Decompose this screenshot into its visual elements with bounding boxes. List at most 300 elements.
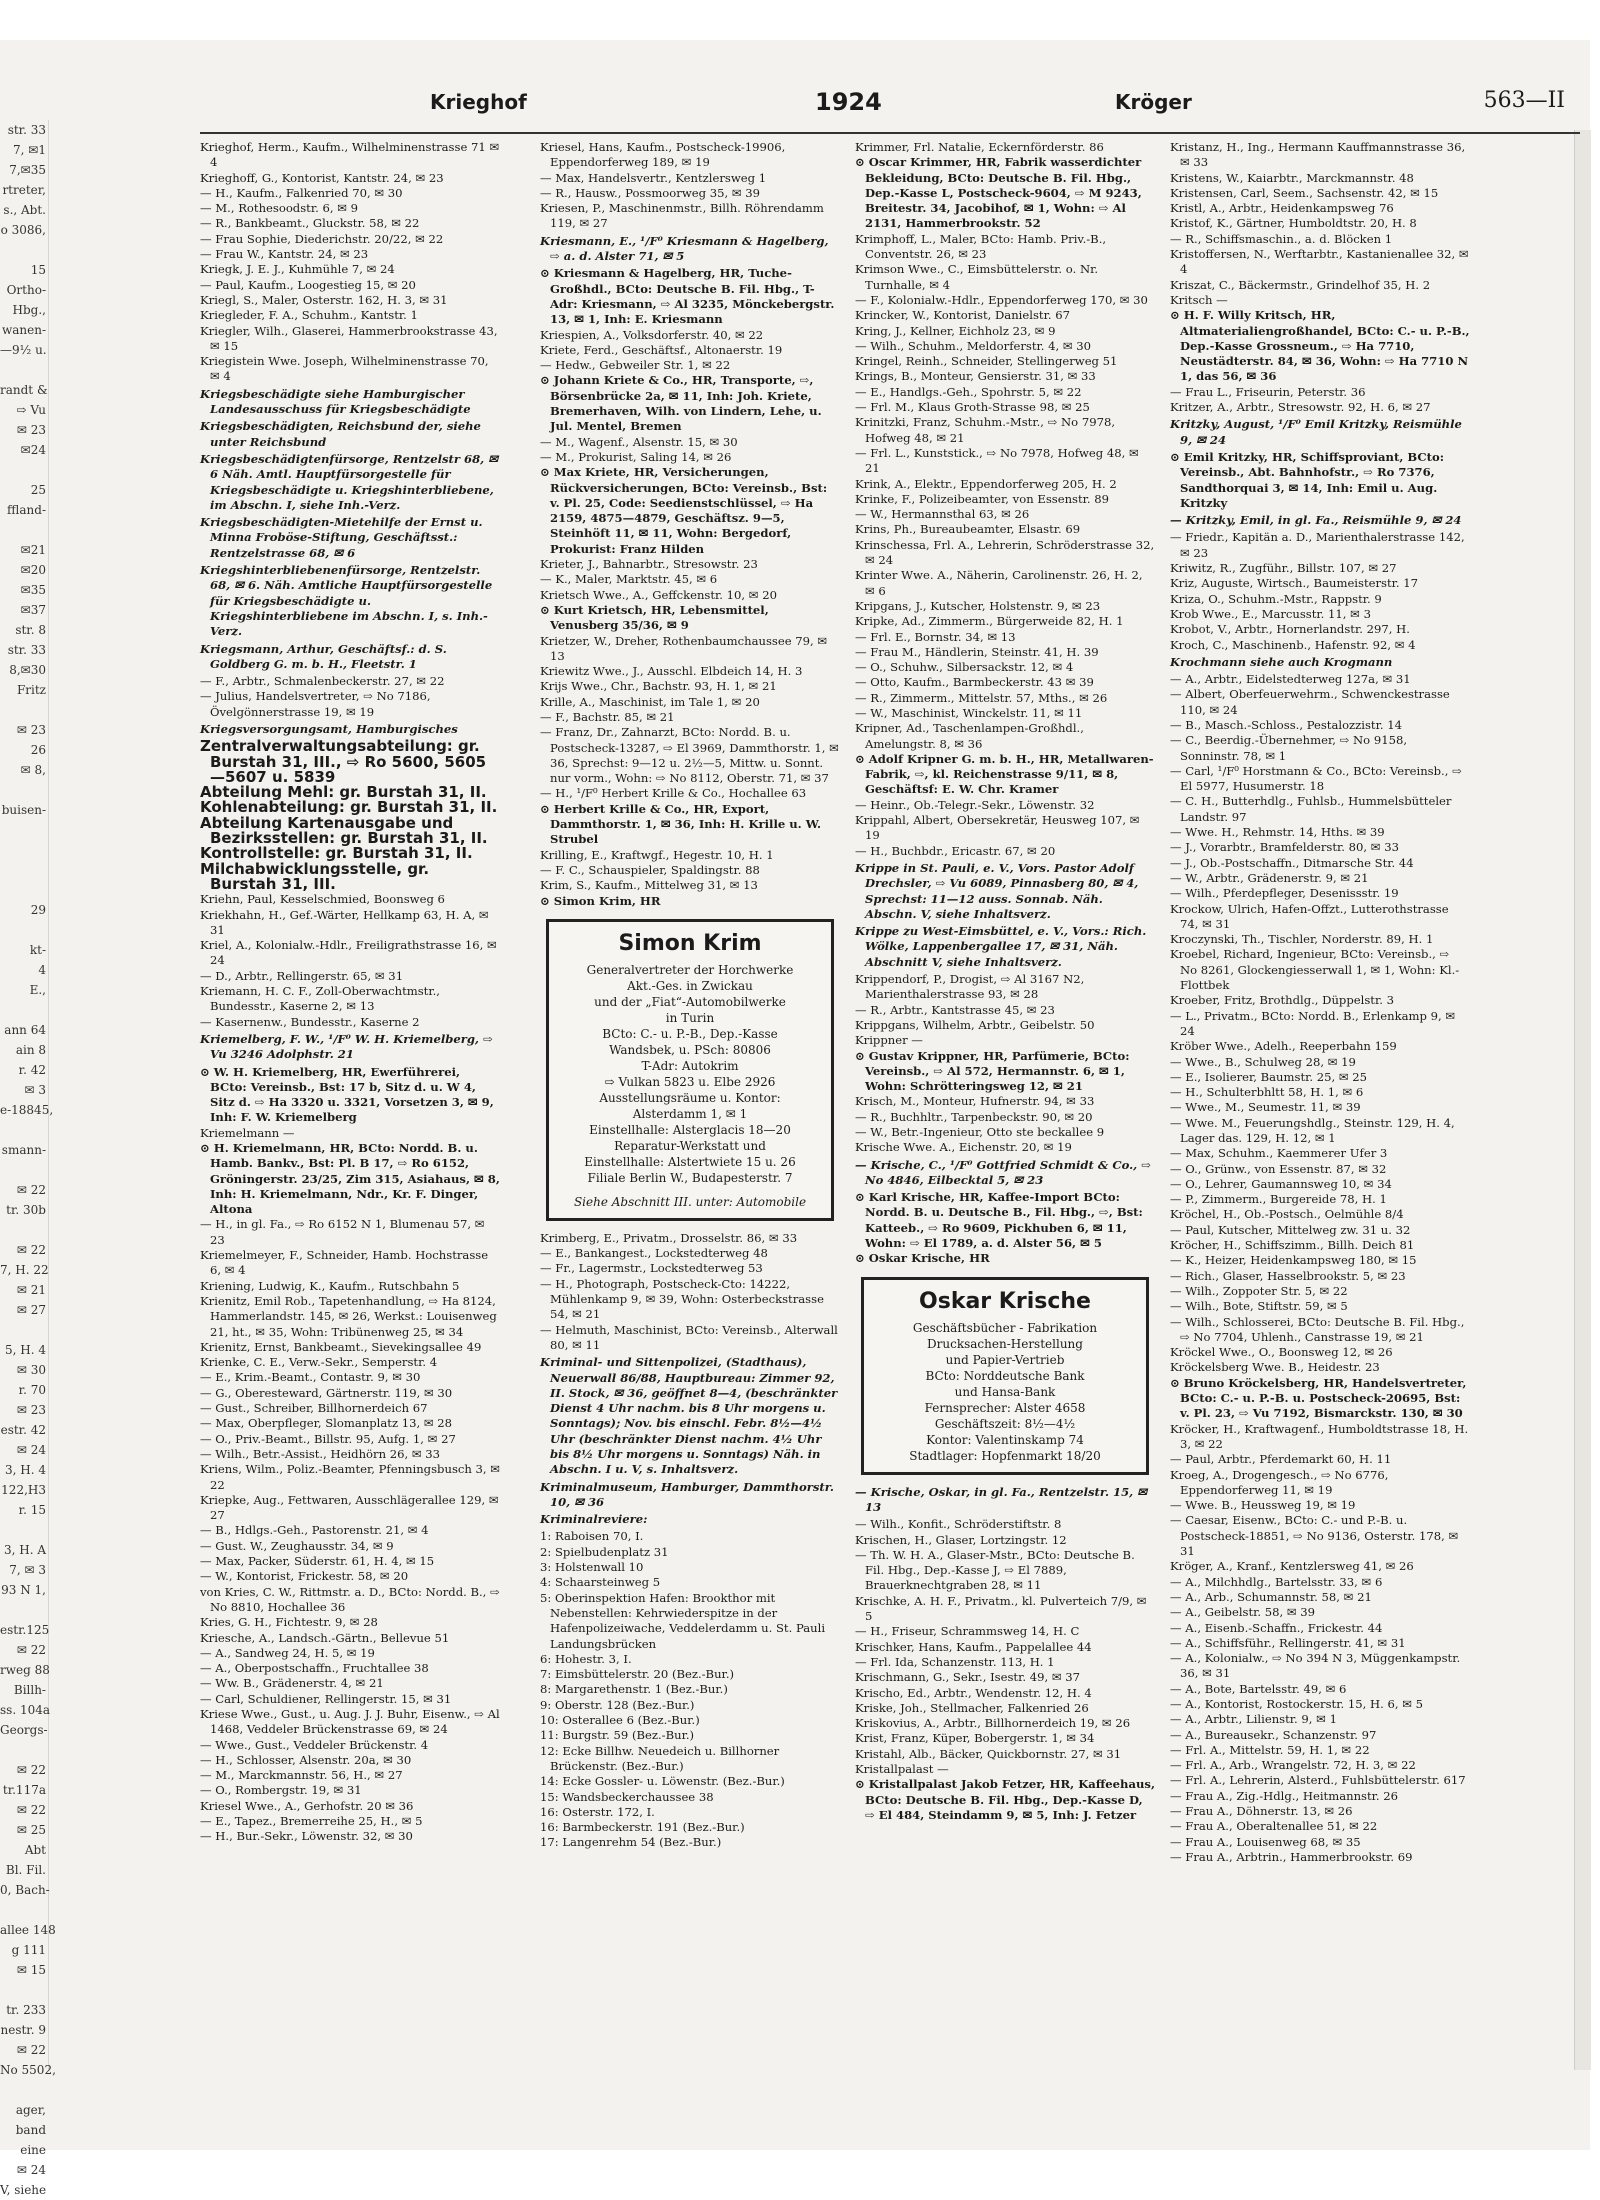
directory-entry: Kriegleder, F. A., Schuhm., Kantstr. 1 <box>200 308 418 323</box>
directory-entry: Kriesche, A., Landsch.-Gärtn., Bellevue 51 <box>200 1630 450 1645</box>
gutter-line: ffland- <box>7 503 46 517</box>
ad-line: Stadtlager: Hopfenmarkt 18/20 <box>909 1448 1101 1463</box>
directory-entry: Kritzer, A., Arbtr., Stresowstr. 92, H. 6, ✉ 27 <box>1170 400 1431 415</box>
gutter-line: randt & <box>0 383 48 397</box>
directory-entry: Kristanz, H., Ing., Hermann Kauffmannstrasse 36, ✉ 33 <box>1170 140 1466 170</box>
directory-entry: Kriespien, A., Volksdorferstr. 40, ✉ 22 <box>540 327 764 342</box>
directory-entry: — O., Lehrer, Gaumannsweg 10, ✉ 34 <box>1170 1176 1392 1191</box>
gutter-line: str. 33 <box>7 123 46 137</box>
directory-entry: — A., Geibelstr. 58, ✉ 39 <box>1170 1605 1316 1620</box>
directory-entry: — H., Buchbdr., Ericastr. 67, ✉ 20 <box>855 843 1056 858</box>
gutter-line: 7,✉35 <box>9 163 46 177</box>
directory-entry: — Frl. L., Kunststick., ⇨ No 7978, Hofweg 48, ✉ 21 <box>855 445 1139 476</box>
ad-line: T-Adr: Autokrim <box>641 1058 739 1073</box>
directory-entry: Kritsch — <box>1170 292 1228 307</box>
ad-line: Einstellhalle: Alstertwiete 15 u. 26 <box>584 1154 796 1169</box>
directory-entry: — A., Kolonialw., ⇨ No 394 N 3, Müggenkampstr. 36, ✉ 31 <box>1170 1651 1461 1681</box>
gutter-line: 7, ✉ 3 <box>9 1563 46 1577</box>
directory-entry: Krings, B., Monteur, Gensierstr. 31, ✉ 33 <box>855 369 1096 384</box>
gutter-line: r. 42 <box>18 1063 46 1077</box>
gutter-line: allee 148 <box>0 1923 56 1937</box>
directory-entry: — M., Wagenf., Alsenstr. 15, ✉ 30 <box>540 434 738 449</box>
directory-entry: Krobot, V., Arbtr., Hornerlandstr. 297, H. <box>1170 622 1410 637</box>
directory-entry: — G., Oberesteward, Gärtnerstr. 119, ✉ 30 <box>200 1385 453 1400</box>
directory-entry: — O., Grünw., von Essenstr. 87, ✉ 32 <box>1170 1161 1387 1176</box>
directory-entry: — Franz, Dr., Zahnarzt, BCto: Nordd. B. u. Postscheck-13287, ⇨ El 3969, Dammthorstr. 1, ✉ 36, Sprechst: 9—12 u. 2½—5, Mittw. u. Sonnt. nur vorm., Wohn: ⇨ No 8112, Oberstr. 71, ✉ 37 <box>540 725 839 786</box>
directory-heading: Kriegsbeschädigten-Mietehilfe der Ernst u. Minna Froböse-Stiftung, Geschäftsst.: Rentzelstrasse 68, ✉ 6 <box>200 515 483 560</box>
directory-entry: — L., Privatm., BCto: Nordd. B., Erlenkamp 9, ✉ 24 <box>1170 1008 1456 1038</box>
directory-entry: — W., Arbtr., Grädenerstr. 9, ✉ 21 <box>1170 870 1369 885</box>
ad-note: Siehe Abschnitt III. unter: Automobile <box>573 1194 807 1209</box>
gutter-line: r. 15 <box>18 1503 46 1517</box>
directory-entry: — Fr., Lagermstr., Lockstedterweg 53 <box>540 1261 763 1276</box>
directory-entry: — P., Zimmerm., Burgereide 78, H. 1 <box>1170 1192 1387 1207</box>
directory-entry: — J., Ob.-Postschaffn., Ditmarsche Str. 44 <box>1170 855 1414 870</box>
directory-entry: 1: Raboisen 70, I. <box>540 1529 644 1544</box>
gutter-line: ✉ 24 <box>16 2163 46 2177</box>
directory-entry: Kriza, O., Schuhm.-Mstr., Rappstr. 9 <box>1170 591 1382 606</box>
gutter-line <box>0 1120 48 1140</box>
directory-entry: Krins, Ph., Bureaubeamter, Elsastr. 69 <box>855 522 1081 537</box>
directory-entry: — Paul, Kutscher, Mittelweg zw. 31 u. 32 <box>1170 1222 1411 1237</box>
advertisement-box <box>861 1277 1149 1475</box>
directory-heading: Kriesmann, E., ¹/F⁰ Kriesmann & Hagelberg, ⇨ a. d. Alster 71, ✉ 5 <box>540 233 829 264</box>
directory-entry: Kroczynski, Th., Tischler, Norderstr. 89, H. 1 <box>1170 932 1434 947</box>
directory-entry: Krille, A., Maschinist, im Tale 1, ✉ 20 <box>540 694 760 709</box>
directory-entry: — Kasernenw., Bundesstr., Kaserne 2 <box>200 1014 420 1029</box>
gutter-line: 122,H3 <box>1 1483 46 1497</box>
directory-entry: Krim, S., Kaufm., Mittelweg 31, ✉ 13 <box>540 878 758 893</box>
directory-entry: — Frau W., Kantstr. 24, ✉ 23 <box>200 247 369 262</box>
gutter-line: ✉ 3 <box>24 1083 46 1097</box>
directory-entry: — Carl, ¹/F⁰ Horstmann & Co., BCto: Vereinsb., ⇨ El 5977, Husumerstr. 18 <box>1170 763 1462 794</box>
directory-entry: Kristoffersen, N., Werftarbtr., Kastanienallee 32, ✉ 4 <box>1170 247 1469 277</box>
ad-line: Drucksachen-Herstellung <box>927 1336 1083 1351</box>
gutter-line: ✉ 22 <box>16 1763 46 1777</box>
directory-entry: Kripgans, J., Kutscher, Holstenstr. 9, ✉ 23 <box>855 598 1101 613</box>
directory-entry: — E., Handlgs.-Geh., Spohrstr. 5, ✉ 22 <box>855 384 1082 399</box>
directory-entry: 14: Ecke Gossler- u. Löwenstr. (Bez.-Bur.) <box>540 1774 785 1789</box>
directory-entry: — D., Arbtr., Rellingerstr. 65, ✉ 31 <box>200 968 404 983</box>
directory-entry: von Kries, C. W., Rittmstr. a. D., BCto: Nordd. B., ⇨ No 8810, Hochallee 36 <box>200 1584 500 1614</box>
header-last-entry: Kröger <box>1115 90 1192 114</box>
directory-entry: — Frl. A., Arb., Wrangelstr. 72, H. 3, ✉ 22 <box>1170 1758 1416 1773</box>
ad-line: Ausstellungsräume u. Kontor: <box>599 1090 781 1105</box>
directory-entry: — Wwe. H., Rehmstr. 14, Hths. ✉ 39 <box>1170 825 1385 840</box>
gutter-line: eine <box>20 2143 46 2157</box>
ad-line: und Papier-Vertrieb <box>945 1352 1065 1367</box>
gutter-line: tr.117a <box>2 1783 46 1797</box>
directory-entry: Kroeg, A., Drogengesch., ⇨ No 6776, Eppendorferweg 11, ✉ 19 <box>1170 1467 1389 1497</box>
directory-entry: — J., Vorarbtr., Bramfelderstr. 80, ✉ 33 <box>1170 840 1399 855</box>
directory-entry: — C. H., Butterhdlg., Fuhlsb., Hummelsbütteler Landstr. 97 <box>1170 794 1452 824</box>
directory-entry: 15: Wandsbeckerchaussee 38 <box>540 1789 714 1804</box>
gutter-line: rweg 88 <box>0 1663 50 1677</box>
directory-heading: Abteilung Kartenausgabe und Bezirksstellen: gr. Burstah 31, II. <box>200 813 488 848</box>
directory-entry: — C., Beerdig.-Übernehmer, ⇨ No 9158, Sonninstr. 78, ✉ 1 <box>1170 733 1408 763</box>
gutter-line: s., Abt. <box>3 203 46 217</box>
directory-entry: Kröchel, H., Ob.-Postsch., Oelmühle 8/4 <box>1170 1207 1404 1222</box>
directory-entry: Krienitz, Ernst, Bankbeamt., Sievekingsallee 49 <box>200 1339 482 1354</box>
directory-entry: Krimmer, Frl. Natalie, Eckernförderstr. 86 <box>855 140 1104 154</box>
column-1 <box>200 140 500 2050</box>
gutter-line <box>0 1980 48 2000</box>
directory-entry: Kristens, W., Kaiarbtr., Marckmannstr. 48 <box>1170 170 1414 185</box>
gutter-line: 3, H. 4 <box>5 1463 46 1477</box>
gutter-line: ss. 104a <box>0 1703 51 1717</box>
directory-entry: — O., Schuhw., Silbersackstr. 12, ✉ 4 <box>855 660 1074 675</box>
directory-entry: — Otto, Kaufm., Barmbeckerstr. 43 ✉ 39 <box>855 675 1094 690</box>
directory-entry: Kristl, A., Arbtr., Heidenkampsweg 76 <box>1170 201 1394 216</box>
directory-heading: Kriminalmuseum, Hamburger, Dammthorstr. 10, ✉ 36 <box>540 1479 834 1509</box>
gutter-line: ✉21 <box>20 543 46 557</box>
directory-heading: Kohlenabteilung: gr. Burstah 31, II. <box>200 798 498 817</box>
directory-entry: Krockow, Ulrich, Hafen-Offzt., Lutterothstrasse 74, ✉ 31 <box>1170 901 1449 931</box>
directory-entry: Kripke, Ad., Zimmerm., Bürgerweide 82, H. 1 <box>855 614 1124 629</box>
directory-entry: Krischke, A. H. F., Privatm., kl. Pulverteich 7/9, ✉ 5 <box>855 1593 1147 1624</box>
header-rule <box>200 132 1580 134</box>
gutter-line: rtreter, <box>2 183 46 197</box>
directory-entry: Krippgans, Wilhelm, Arbtr., Geibelstr. 50 <box>855 1017 1095 1032</box>
directory-entry: — Carl, Schuldiener, Rellingerstr. 15, ✉ 31 <box>200 1691 452 1706</box>
directory-heading: Kriegsversorgungsamt, Hamburgisches <box>200 721 458 736</box>
directory-entry: 9: Oberstr. 128 (Bez.-Bur.) <box>540 1697 695 1712</box>
directory-entry: — Paul, Arbtr., Pferdemarkt 60, H. 11 <box>1170 1452 1392 1467</box>
directory-entry: — Frau A., Döhnerstr. 13, ✉ 26 <box>1170 1804 1353 1819</box>
directory-entry: — Frau A., Zig.-Hdlg., Heitmannstr. 26 <box>1170 1788 1399 1803</box>
directory-entry: Krippahl, Albert, Obersekretär, Heusweg 107, ✉ 19 <box>855 813 1140 843</box>
directory-heading: Krippe in St. Pauli, e. V., Vors. Pastor Adolf Drechsler, ⇨ Vu 6089, Pinnasberg 80, ✉ 4, Sprechst: 11—12 auss. Sonnab. Näh. Abschn. V, siehe Inhaltsverz. <box>855 860 1139 921</box>
directory-entry: — F., Bachstr. 85, ✉ 21 <box>540 709 675 724</box>
ad-line: ⇨ Vulkan 5823 u. Elbe 2926 <box>604 1074 776 1089</box>
directory-entry: — Frl. M., Klaus Groth-Strasse 98, ✉ 25 <box>855 400 1090 415</box>
directory-heading: Krippe zu West-Eimsbüttel, e. V., Vors.: Rich. Wölke, Lappenbergallee 17, ✉ 31, Näh. Abschnitt V, siehe Inhaltsverz. <box>855 924 1147 969</box>
directory-entry: Krijs Wwe., Chr., Bachstr. 93, H. 1, ✉ 21 <box>540 679 777 694</box>
directory-entry: Kröber Wwe., Adelh., Reeperbahn 159 <box>1170 1039 1397 1054</box>
directory-entry: — Wwe., B., Schulweg 28, ✉ 19 <box>1170 1054 1356 1069</box>
directory-entry: — Frau A., Oberaltenallee 51, ✉ 22 <box>1170 1819 1378 1834</box>
ad-line: Alsterdamm 1, ✉ 1 <box>632 1106 748 1121</box>
directory-entry: — Gust., Schreiber, Billhornerdeich 67 <box>200 1401 428 1416</box>
directory-entry: — W., Kontorist, Frickestr. 58, ✉ 20 <box>200 1569 409 1584</box>
directory-entry: — A., Eisenb.-Schaffn., Frickestr. 44 <box>1170 1620 1383 1635</box>
directory-entry: — Gust. W., Zeughausstr. 34, ✉ 9 <box>200 1538 394 1553</box>
directory-entry: — Frl. E., Bornstr. 34, ✉ 13 <box>855 629 1016 644</box>
directory-entry: Kring, J., Kellner, Eichholz 23, ✉ 9 <box>855 323 1056 338</box>
gutter-line: V, siehe <box>0 2183 47 2197</box>
gutter-line <box>0 840 48 860</box>
directory-entry: — R., Zimmerm., Mittelstr. 57, Mths., ✉ 26 <box>855 690 1108 705</box>
directory-entry: Krischker, Hans, Kaufm., Pappelallee 44 <box>855 1639 1092 1654</box>
directory-entry: Krische Wwe. A., Eichenstr. 20, ✉ 19 <box>855 1140 1072 1155</box>
directory-entry: — H., in gl. Fa., ⇨ Ro 6152 N 1, Blumenau 57, ✉ 23 <box>200 1217 485 1247</box>
directory-entry: Krilling, E., Kraftwgf., Hegestr. 10, H. 1 <box>540 847 774 862</box>
gutter-line: ✉ 25 <box>16 1823 46 1837</box>
directory-entry: Kröckel Wwe., O., Boonsweg 12, ✉ 26 <box>1170 1345 1393 1360</box>
gutter-line: tr. 30b <box>6 1203 46 1217</box>
directory-heading: — Kritzky, Emil, in gl. Fa., Reismühle 9, ✉ 24 <box>1170 513 1462 528</box>
ad-line: Fernsprecher: Alster 4658 <box>924 1400 1086 1415</box>
gutter-line: 25 <box>30 483 46 497</box>
directory-entry: Krienitz, Emil Rob., Tapetenhandlung, ⇨ Ha 8124, Hammerlandstr. 145, ✉ 26, Werkst.: Louisenweg 21, ht., ✉ 35, Wohn: Tribünenweg 25, ✉ 34 <box>200 1293 497 1339</box>
directory-entry: — Wilh., Zoppoter Str. 5, ✉ 22 <box>1170 1283 1348 1298</box>
directory-entry: Krincker, W., Kontorist, Danielstr. 67 <box>855 308 1070 323</box>
directory-entry: 2: Spielbudenplatz 31 <box>540 1544 669 1559</box>
directory-entry: Krietsch Wwe., A., Geffckenstr. 10, ✉ 20 <box>540 587 777 602</box>
directory-entry: — R., Buchhltr., Tarpenbeckstr. 90, ✉ 20 <box>855 1109 1093 1124</box>
directory-entry: Kristensen, Carl, Seem., Sachsenstr. 42, ✉ 15 <box>1170 185 1439 200</box>
gutter-line: o 3086, <box>0 223 46 237</box>
directory-entry: — Frau A., Louisenweg 68, ✉ 35 <box>1170 1834 1361 1849</box>
advertisement-box <box>546 919 834 1221</box>
directory-entry: — K., Heizer, Heidenkampsweg 180, ✉ 15 <box>1170 1253 1417 1268</box>
directory-entry: Kriemelmeyer, F., Schneider, Hamb. Hochstrasse 6, ✉ 4 <box>200 1248 489 1278</box>
gutter-line: e-18845, <box>0 1103 54 1117</box>
gutter-line <box>0 460 48 480</box>
directory-entry: Kröcher, H., Schiffszimm., Billh. Deich 81 <box>1170 1238 1415 1253</box>
directory-entry: Kriete, Ferd., Geschäftsf., Altonaerstr. 19 <box>540 342 783 357</box>
directory-entry: Krink, A., Elektr., Eppendorferweg 205, H. 2 <box>855 476 1117 491</box>
directory-heading: Kriegshinterbliebenenfürsorge, Rentzelstr. 68, ✉ 6. Näh. Amtliche Hauptfürsorgestelle für Kriegsbeschädigte u. Kriegshinterbliebene im Abschn. I, s. Inh.-Verz. <box>200 563 493 639</box>
ad-line: Kontor: Valentinskamp 74 <box>926 1432 1084 1447</box>
directory-entry: — H., Photograph, Postscheck-Cto: 14222, Mühlenkamp 9, ✉ 39, Wohn: Osterbeckstrasse 54, ✉ 21 <box>540 1276 824 1322</box>
column-2 <box>540 140 840 2050</box>
gutter-line: Georgs- <box>0 1723 48 1737</box>
directory-entry: — Caesar, Eisenw., BCto: C.- und P.-B. u. Postscheck-18851, ⇨ No 9136, Osterstr. 178, ✉ 31 <box>1170 1513 1459 1559</box>
directory-entry: — A., Arb., Schumannstr. 58, ✉ 21 <box>1170 1589 1372 1604</box>
gutter-line: ✉ 22 <box>16 1183 46 1197</box>
directory-entry: — Ww. B., Grädenerstr. 4, ✉ 21 <box>200 1676 384 1691</box>
gutter-line: 7, H. 22 <box>0 1263 49 1277</box>
gutter-line: 8,✉30 <box>9 663 46 677</box>
page-header <box>190 88 1565 128</box>
directory-entry: — M., Rothesoodstr. 6, ✉ 9 <box>200 201 359 216</box>
directory-entry: Kriens, Wilm., Poliz.-Beamter, Pfenningsbusch 3, ✉ 22 <box>200 1462 500 1492</box>
directory-entry: Krippendorf, P., Drogist, ⇨ Al 3167 N2, Marienthalerstrasse 93, ✉ 28 <box>855 972 1085 1002</box>
directory-entry: Kroebel, Richard, Ingenieur, BCto: Vereinsb., ⇨ No 8261, Glockengiesserwall 1, ✉ 1, Wohn: Kl.-Flottbek <box>1170 947 1460 993</box>
gutter-line: 29 <box>30 903 46 917</box>
ad-line: und der „Fiat“-Automobilwerke <box>594 994 786 1009</box>
directory-entry: — Wilh., Bote, Stiftstr. 59, ✉ 5 <box>1170 1299 1348 1314</box>
directory-heading: Kontrollstelle: gr. Burstah 31, II. <box>200 844 473 863</box>
gutter-line <box>0 880 48 900</box>
gutter-line: —9½ u. <box>0 343 47 357</box>
directory-heading: Kriminal- und Sittenpolizei, (Stadthaus), Neuerwall 86/88, Hauptbureau: Zimmer 92, II. Stock, ✉ 36, geöffnet 8—4, (beschränkter Dienst 4 Uhr nachm. bis 8 Uhr morgens u. Sonntags); Nov. bis einschl. Febr. 8½—4½ Uhr (beschränkter Dienst nachm. 4½ Uhr bis 8½ Uhr morgens u. Sonntags) Näh. in Abschn. I u. V, s. Inhaltsverz. <box>540 1355 838 1477</box>
directory-entry: ⊙ W. H. Kriemelberg, HR, Ewerführerei, BCto: Vereinsb., Bst: 17 b, Sitz d. u. W 4, Sitz d. ⇨ Ha 3320 u. 3321, Vorsetzen 3, ✉ 9, Inh: F. W. Kriemelberg <box>200 1064 494 1125</box>
directory-entry: ⊙ Oskar Krische, HR <box>855 1251 990 1266</box>
ad-line: BCto: Norddeutsche Bank <box>925 1368 1085 1383</box>
directory-entry: Krienke, C. E., Verw.-Sekr., Semperstr. 4 <box>200 1355 438 1370</box>
gutter-line: ✉24 <box>20 443 46 457</box>
directory-entry: — Max, Oberpfleger, Slomanplatz 13, ✉ 28 <box>200 1416 453 1431</box>
directory-entry: ⊙ Herbert Krille & Co., HR, Export, Dammthorstr. 1, ✉ 36, Inh: H. Krille u. W. Strubel <box>540 801 822 847</box>
gutter-line: E., <box>29 983 46 997</box>
directory-entry: — Max, Schuhm., Kaemmerer Ufer 3 <box>1170 1146 1388 1161</box>
directory-entry: ⊙ Kriesmann & Hagelberg, HR, Tuche-Großhdl., BCto: Deutsche B. Fil. Hbg., T-Adr: Kriesmann, ⇨ Al 3235, Mönckebergstr. 13, ✉ 1, Inh: E. Kriesmann <box>540 266 835 327</box>
gutter-line: ✉ 22 <box>16 1803 46 1817</box>
gutter-line: 15 <box>30 263 46 277</box>
gutter-line: buisen- <box>1 803 46 817</box>
gutter-line <box>0 1900 48 1920</box>
gutter-line: ✉ 30 <box>16 1363 46 1377</box>
gutter-line: 0, Bach- <box>0 1883 50 1897</box>
directory-entry: — A., Oberpostschaffn., Fruchtallee 38 <box>200 1661 429 1676</box>
ad-line: Reparatur-Werkstatt und <box>614 1138 766 1153</box>
directory-entry: — A., Bureausekr., Schanzenstr. 97 <box>1170 1727 1377 1742</box>
gutter-line: Ortho- <box>6 283 46 297</box>
directory-entry: Kriegk, J. E. J., Kuhmühle 7, ✉ 24 <box>200 262 395 277</box>
directory-entry: — Th. W. H. A., Glaser-Mstr., BCto: Deutsche B. Fil. Hbg., Dep.-Kasse J, ⇨ El 7889, Brauerknechtgraben 28, ✉ 11 <box>855 1547 1135 1593</box>
gutter-line: Bl. Fil. <box>5 1863 46 1877</box>
directory-entry: — Wilh., Pferdepfleger, Desenissstr. 19 <box>1170 886 1399 901</box>
directory-entry: — A., Arbtr., Eidelstedterweg 127a, ✉ 31 <box>1170 672 1411 687</box>
directory-entry: Kriegistein Wwe. Joseph, Wilhelminenstrasse 70, ✉ 4 <box>200 354 489 384</box>
ad-line: BCto: C.- u. P.-B., Dep.-Kasse <box>602 1026 778 1041</box>
gutter-line <box>0 780 48 800</box>
directory-entry: 7: Eimsbüttelerstr. 20 (Bez.-Bur.) <box>540 1667 735 1682</box>
directory-entry: — Wilh., Betr.-Assist., Heidhörn 26, ✉ 33 <box>200 1446 441 1461</box>
directory-entry: — Albert, Oberfeuerwehrm., Schwenckestrasse 110, ✉ 24 <box>1170 687 1450 717</box>
ad-line: Geschäftsbücher - Fabrikation <box>912 1320 1098 1335</box>
gutter-line: Billh- <box>13 1683 46 1697</box>
directory-entry: — M., Marckmannstr. 56, H., ✉ 27 <box>200 1768 403 1783</box>
directory-entry: 4: Schaarsteinweg 5 <box>540 1575 661 1590</box>
gutter-line <box>0 1320 48 1340</box>
gutter-line: smann- <box>1 1143 46 1157</box>
gutter-line: ✉ 21 <box>16 1283 46 1297</box>
directory-entry: Kriening, Ludwig, K., Kaufm., Rutschbahn 5 <box>200 1278 460 1293</box>
directory-entry: — Wwe., Gust., Veddeler Brückenstr. 4 <box>200 1737 429 1752</box>
directory-entry: — Max, Packer, Süderstr. 61, H. 4, ✉ 15 <box>200 1554 435 1569</box>
gutter-line: estr. 42 <box>0 1423 46 1437</box>
gutter-line: ✉ 22 <box>16 1643 46 1657</box>
directory-entry: Krieter, J., Bahnarbtr., Stresowstr. 23 <box>540 557 758 572</box>
directory-entry: — W., Maschinist, Winckelstr. 11, ✉ 11 <box>855 705 1083 720</box>
gutter-line: ✉20 <box>20 563 46 577</box>
directory-entry: — R., Schiffsmaschin., a. d. Blöcken 1 <box>1170 231 1393 246</box>
directory-heading: Kriegsbeschädigte siehe Hamburgischer Landesausschuss für Kriegsbeschädigte <box>200 386 471 417</box>
directory-entry: — F., Arbtr., Schmalenbeckerstr. 27, ✉ 22 <box>200 674 445 689</box>
gutter-line: ✉ 23 <box>16 723 46 737</box>
directory-entry: — A., Bote, Bartelsstr. 49, ✉ 6 <box>1170 1681 1347 1696</box>
directory-entry: Krob Wwe., E., Marcusstr. 11, ✉ 3 <box>1170 606 1371 621</box>
ad-title: Simon Krim <box>618 930 762 956</box>
gutter-line <box>0 1160 48 1180</box>
gutter-line: 3, H. A <box>3 1543 46 1557</box>
gutter-line: ✉ 8, <box>20 763 46 777</box>
directory-entry: ⊙ Simon Krim, HR <box>540 893 661 908</box>
gutter-line <box>0 700 48 720</box>
directory-entry: ⊙ Kurt Krietsch, HR, Lebensmittel, Venusberg 35/36, ✉ 9 <box>540 602 769 633</box>
gutter-line: ✉ 27 <box>16 1303 46 1317</box>
directory-entry: Kriese Wwe., Gust., u. Aug. J. J. Buhr, Eisenw., ⇨ Al 1468, Veddeler Brückenstrasse 69, ✉ 24 <box>200 1706 500 1737</box>
gutter-line <box>0 860 48 880</box>
directory-heading: Kriegsbeschädigten, Reichsbund der, siehe unter Reichsbund <box>200 419 481 449</box>
gutter-line: ✉ 23 <box>16 1403 46 1417</box>
gutter-line: ✉35 <box>20 583 46 597</box>
directory-entry: — A., Sandweg 24, H. 5, ✉ 19 <box>200 1645 375 1660</box>
directory-entry: — Frl. A., Lehrerin, Alsterd., Fuhlsbüttelerstr. 617 <box>1170 1773 1466 1788</box>
directory-entry: 12: Ecke Billhw. Neuedeich u. Billhorner Brückenstr. (Bez.-Bur.) <box>540 1743 780 1773</box>
directory-entry: Krimberg, E., Privatm., Drosselstr. 86, ✉ 33 <box>540 1230 798 1245</box>
directory-heading: Kritzky, August, ¹/F⁰ Emil Kritzky, Reismühle 9, ✉ 24 <box>1170 417 1462 447</box>
directory-entry: Krinke, F., Polizeibeamter, von Essenstr. 89 <box>855 491 1110 506</box>
header-year: 1924 <box>815 88 882 116</box>
gutter-line <box>0 1600 48 1620</box>
directory-heading: — Krische, Oskar, in gl. Fa., Rentzelstr. 15, ✉ 13 <box>855 1484 1147 1514</box>
ad-line: in Turin <box>665 1010 715 1025</box>
ad-line: Filiale Berlin W., Budapesterstr. 7 <box>587 1170 793 1185</box>
directory-entry: — R., Bankbeamt., Gluckstr. 58, ✉ 22 <box>200 216 420 231</box>
directory-heading: Kriegsmann, Arthur, Geschäftsf.: d. S. Goldberg G. m. b. H., Fleetstr. 1 <box>200 641 447 671</box>
directory-entry: Krist, Franz, Küper, Bobergerstr. 1, ✉ 34 <box>855 1731 1095 1746</box>
gutter-line: 4 <box>38 963 46 977</box>
directory-entry: — Paul, Kaufm., Loogestieg 15, ✉ 20 <box>200 277 416 292</box>
directory-entry: — Frl. Ida, Schanzenstr. 113, H. 1 <box>855 1654 1055 1669</box>
gutter-line: str. 8 <box>15 623 46 637</box>
directory-entry: — H., Schulterbhltt 58, H. 1, ✉ 6 <box>1170 1085 1364 1100</box>
directory-entry: — H., Friseur, Schrammsweg 14, H. C <box>855 1624 1080 1639</box>
directory-entry: — Julius, Handelsvertreter, ⇨ No 7186, Övelgönnerstrasse 19, ✉ 19 <box>200 689 431 719</box>
directory-entry: — Wwe. M., Feuerungshdlg., Steinstr. 129, H. 4, Lager das. 129, H. 12, ✉ 1 <box>1170 1115 1455 1145</box>
ad-line: Wandsbek, u. PSch: 80806 <box>609 1042 771 1057</box>
directory-entry: — O., Rombergstr. 19, ✉ 31 <box>200 1783 362 1798</box>
directory-entry: 10: Osterallee 6 (Bez.-Bur.) <box>540 1713 700 1728</box>
gutter-line <box>0 1220 48 1240</box>
directory-entry: 17: Langenrehm 54 (Bez.-Bur.) <box>540 1835 722 1850</box>
directory-entry: Kriesen, P., Maschinenmstr., Billh. Röhrendamm 119, ✉ 27 <box>540 201 824 231</box>
directory-entry: Krischmann, G., Sekr., Isestr. 49, ✉ 37 <box>855 1670 1081 1685</box>
ad-line: Einstellhalle: Alsterglacis 18—20 <box>589 1122 791 1137</box>
directory-entry: 16: Barmbeckerstr. 191 (Bez.-Bur.) <box>540 1820 745 1835</box>
directory-entry: — M., Prokurist, Saling 14, ✉ 26 <box>540 449 732 464</box>
directory-entry: — W., Hermannsthal 63, ✉ 26 <box>855 507 1030 522</box>
directory-heading: — Krische, C., ¹/F⁰ Gottfried Schmidt & Co., ⇨ No 4846, Eilbecktal 5, ✉ 23 <box>855 1157 1151 1187</box>
directory-entry: ⊙ Kristallpalast Jakob Fetzer, HR, Kaffeehaus, BCto: Deutsche B. Fil. Hbg., Dep.-Kasse D, ⇨ El 484, Steindamm 9, ✉ 5, Inh: J. Fetzer <box>855 1777 1155 1822</box>
directory-entry: Kriewitz Wwe., J., Ausschl. Elbdeich 14, H. 3 <box>540 664 803 679</box>
gutter-line <box>0 360 48 380</box>
directory-entry: Kroeber, Fritz, Brothdlg., Düppelstr. 3 <box>1170 993 1394 1008</box>
ad-line: Generalvertreter der Horchwerke <box>586 962 794 977</box>
directory-entry: — O., Priv.-Beamt., Billstr. 95, Aufg. 1, ✉ 27 <box>200 1431 456 1446</box>
directory-heading: Zentralverwaltungsabteilung: gr. Burstah 31, III., ⇨ Ro 5600, 5605—5607 u. 5839 <box>200 737 487 786</box>
directory-entry: Krinter Wwe. A., Näherin, Carolinenstr. 26, H. 2, ✉ 6 <box>855 568 1143 598</box>
directory-entry: Krimphoff, L., Maler, BCto: Hamb. Priv.-B., Conventstr. 26, ✉ 23 <box>855 231 1107 262</box>
gutter-line: tr. 233 <box>6 2003 46 2017</box>
directory-entry: ⊙ Gustav Krippner, HR, Parfümerie, BCto: Vereinsb., ⇨ Al 572, Hermannstr. 6, ✉ 1, Wohn: Schrötteringsweg 12, ✉ 21 <box>855 1048 1130 1094</box>
gutter-line: No 5502, <box>0 2063 56 2077</box>
directory-entry: — E., Tapez., Bremerreihe 25, H., ✉ 5 <box>200 1814 423 1829</box>
directory-entry: — A., Milchhdlg., Bartelsstr. 33, ✉ 6 <box>1170 1574 1383 1589</box>
directory-entry: — Frau L., Friseurin, Peterstr. 36 <box>1170 384 1366 399</box>
gutter-line <box>0 820 48 840</box>
directory-entry: Kroch, C., Maschinenb., Hafenstr. 92, ✉ 4 <box>1170 637 1416 652</box>
gutter-line: ain 8 <box>15 1043 46 1057</box>
directory-entry: Kriehn, Paul, Kesselschmied, Boonsweg 6 <box>200 892 445 907</box>
gutter-line: wanen- <box>1 323 46 337</box>
directory-entry: — H., Bur.-Sekr., Löwenstr. 32, ✉ 30 <box>200 1829 413 1844</box>
ad-title: Oskar Krische <box>919 1288 1091 1314</box>
page-number: 563—II <box>1483 88 1565 113</box>
directory-entry: — E., Bankangest., Lockstedterweg 48 <box>540 1246 768 1261</box>
gutter-line <box>0 1740 48 1760</box>
directory-entry: ⊙ Karl Krische, HR, Kaffee-Import BCto: Nordd. B. u. Deutsche B., Fil. Hbg., ⇨, Bst: Katteeb., ⇨ Ro 9609, Pickhuben 6, ✉ 11, Wohn: ⇨ El 1789, a. d. Alster 56, ✉ 5 <box>855 1190 1143 1251</box>
ad-line: Akt.-Ges. in Zwickau <box>627 978 753 993</box>
directory-heading: Krochmann siehe auch Krogmann <box>1170 654 1393 669</box>
directory-entry: Kröger, A., Kranf., Kentzlersweg 41, ✉ 26 <box>1170 1559 1414 1574</box>
directory-entry: Kries, G. H., Fichtestr. 9, ✉ 28 <box>200 1615 378 1630</box>
directory-entry: Krischen, H., Glaser, Lortzingstr. 12 <box>855 1532 1067 1547</box>
